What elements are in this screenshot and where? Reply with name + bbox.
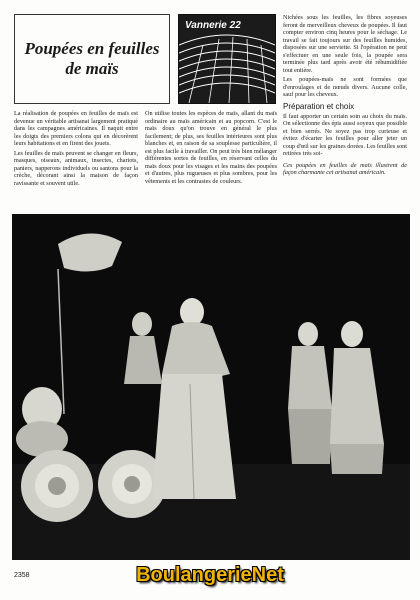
paragraph: Les feuilles de maïs peuvent se changer en fleurs, masques, oiseaux, animaux, insectes, chariots, paniers, napperons individuels ou santons pour la crèche, décorant ainsi la maison de façon ravissante et souvent utile. — [14, 149, 138, 187]
standing-doll — [152, 374, 236, 499]
paragraph: Il faut apporter un certain soin au choix du maïs. On sélectionne des épis aussi soyeux que possible et bien serrés. Ne soyez pas trop curieuse et évitez d'écarter les feuilles pour aller jeter un coup d'œil sur les graines dorées. Les feuilles sont retirées très soi- — [283, 112, 407, 157]
title-box — [14, 14, 170, 104]
paragraph: Nichées sous les feuilles, les fibres soyeuses feront de merveilleux cheveux de poupées. Il faut compter environ cinq heures pour le séchage. Le travail se fait toujours sur des feuilles humides, disposées sur une serviette. Si l'opération ne peut s'effectuer en une seule fois, la poupée sera terminée plus tard après avoir été réhumidifiée tout entière. — [283, 14, 407, 74]
paragraph: La réalisation de poupées en feuilles de maïs est devenue un véritable artisanat largement pratiqué dans les campagnes américaines. Il naquit entre les doigts des premiers colons qui en décorèrent leurs habitations et en firent des jouets. — [14, 110, 138, 147]
section-label: Vannerie 22 — [185, 20, 241, 31]
page-number: 2358 — [14, 572, 30, 579]
photo-illustration — [12, 214, 410, 560]
text-column-3 — [283, 14, 407, 179]
corn-husk-dolls-photo — [12, 214, 410, 560]
paragraph: On utilise toutes les espèces de maïs, allant du maïs ordinaire au maïs américain et au popcorn. C'est le maïs doux qu'on trouve en général le plus facilement; de plus, ses feuilles intérieures sont plus blanches et, en raison de sa souplesse particulière, il est plus facile à travailler. On peut très bien mélanger différentes sortes de feuilles, en réservant celles du maïs doux pour les visages et les mains des poupées et d'autres, plus rugueuses et plus sombres, pour les vêtements et les contrastes de couleurs. — [145, 110, 277, 185]
text-column-1 — [14, 110, 138, 189]
article-title: Poupées en feuilles de maïs — [24, 39, 160, 78]
text-column-2 — [145, 110, 277, 187]
watermark: BoulangerieNet — [136, 563, 284, 586]
paragraph: Les poupées-maïs ne sont formées que d'enroulages et de nœuds divers. Aucune colle, sauf pour les cheveux. — [283, 76, 407, 98]
section-heading: Préparation et choix — [283, 101, 355, 111]
photo-caption: Ces poupées en feuilles de maïs illustrent de façon charmante cet artisanat américain. — [283, 161, 407, 176]
doll-head — [180, 298, 204, 326]
section-header-graphic — [178, 14, 276, 104]
